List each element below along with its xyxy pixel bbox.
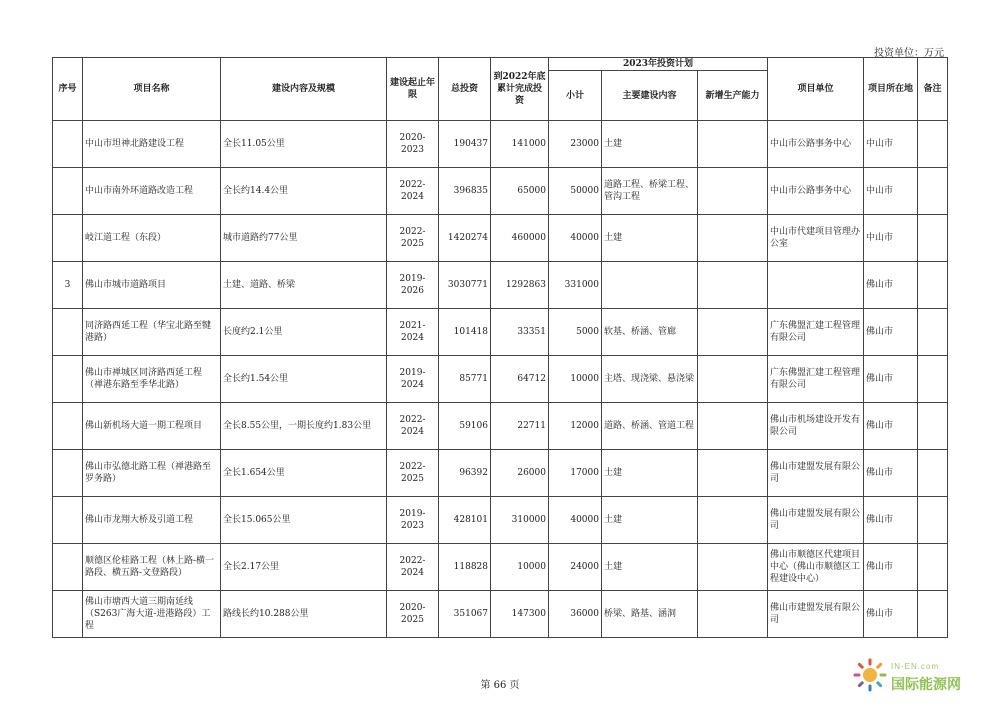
cell-main-content: 土建	[602, 544, 698, 591]
cell-main-content: 道路工程、桥梁工程、管沟工程	[602, 168, 698, 215]
cell-content: 全长11.05公里	[221, 121, 387, 168]
cell-total: 351067	[439, 591, 491, 638]
investment-table	[52, 57, 948, 638]
cell-location: 中山市	[864, 168, 918, 215]
cell-period: 2020-2023	[387, 121, 439, 168]
cell-new-capacity	[698, 544, 768, 591]
cell-location: 中山市	[864, 215, 918, 262]
cell-location: 佛山市	[864, 356, 918, 403]
cell-new-capacity	[698, 403, 768, 450]
cell-cumulative: 10000	[491, 544, 549, 591]
cell-subtotal: 36000	[549, 591, 602, 638]
cell-content: 全长2.17公里	[221, 544, 387, 591]
header-name: 项目名称	[83, 58, 221, 121]
cell-content: 土建、道路、桥梁	[221, 262, 387, 309]
cell-content: 全长1.654公里	[221, 450, 387, 497]
cell-seq	[53, 215, 83, 262]
header-seq: 序号	[53, 58, 83, 121]
cell-subtotal: 5000	[549, 309, 602, 356]
header-new-capacity: 新增生产能力	[698, 71, 768, 121]
cell-subtotal: 40000	[549, 497, 602, 544]
cell-subtotal: 331000	[549, 262, 602, 309]
cell-name: 同济路西延工程（华宝北路至犍港路）	[83, 309, 221, 356]
cell-cumulative: 1292863	[491, 262, 549, 309]
cell-cumulative: 460000	[491, 215, 549, 262]
cell-location: 中山市	[864, 121, 918, 168]
cell-subtotal: 10000	[549, 356, 602, 403]
table-row	[53, 309, 948, 356]
cell-cumulative: 64712	[491, 356, 549, 403]
cell-location: 佛山市	[864, 403, 918, 450]
cell-total: 118828	[439, 544, 491, 591]
cell-content: 长度约2.1公里	[221, 309, 387, 356]
cell-subtotal: 40000	[549, 215, 602, 262]
cell-subtotal: 12000	[549, 403, 602, 450]
cell-period: 2022-2024	[387, 544, 439, 591]
cell-name: 佛山市城市道路项目	[83, 262, 221, 309]
cell-seq	[53, 544, 83, 591]
cell-subtotal: 50000	[549, 168, 602, 215]
header-main-content: 主要建设内容	[602, 71, 698, 121]
cell-total: 96392	[439, 450, 491, 497]
header-remark: 备注	[918, 58, 948, 121]
cell-seq	[53, 309, 83, 356]
cell-remark	[918, 356, 948, 403]
header-content: 建设内容及规模	[221, 58, 387, 121]
header-owner: 项目单位	[768, 58, 864, 121]
cell-seq	[53, 497, 83, 544]
watermark-en: IN-EN.com	[891, 662, 940, 671]
cell-remark	[918, 215, 948, 262]
cell-owner: 佛山市顺德区代建项目中心（佛山市顺德区工程建设中心）	[768, 544, 864, 591]
header-location: 项目所在地	[864, 58, 918, 121]
cell-main-content: 土建	[602, 215, 698, 262]
cell-remark	[918, 403, 948, 450]
sun-logo-icon	[853, 658, 887, 692]
table-row	[53, 497, 948, 544]
cell-total: 190437	[439, 121, 491, 168]
cell-period: 2020-2025	[387, 591, 439, 638]
cell-owner: 广东佛盟汇建工程管理有限公司	[768, 356, 864, 403]
cell-new-capacity	[698, 121, 768, 168]
cell-period: 2019-2024	[387, 356, 439, 403]
cell-cumulative: 22711	[491, 403, 549, 450]
cell-location: 佛山市	[864, 450, 918, 497]
cell-main-content: 土建	[602, 121, 698, 168]
cell-new-capacity	[698, 215, 768, 262]
cell-name: 佛山新机场大道一期工程项目	[83, 403, 221, 450]
cell-cumulative: 141000	[491, 121, 549, 168]
cell-cumulative: 147300	[491, 591, 549, 638]
cell-new-capacity	[698, 309, 768, 356]
cell-period: 2022-2024	[387, 168, 439, 215]
cell-cumulative: 26000	[491, 450, 549, 497]
cell-main-content: 软基、桥涵、管廊	[602, 309, 698, 356]
cell-main-content: 桥梁、路基、涵洞	[602, 591, 698, 638]
cell-total: 1420274	[439, 215, 491, 262]
cell-cumulative: 33351	[491, 309, 549, 356]
table-row	[53, 168, 948, 215]
table-row	[53, 544, 948, 591]
cell-location: 佛山市	[864, 591, 918, 638]
cell-name: 佛山市禅城区同济路西延工程（禅港东路至季华北路）	[83, 356, 221, 403]
cell-owner: 中山市公路事务中心	[768, 121, 864, 168]
cell-remark	[918, 450, 948, 497]
cell-name: 佛山市龙翔大桥及引道工程	[83, 497, 221, 544]
page-number: 第 66 页	[480, 680, 520, 691]
cell-subtotal: 24000	[549, 544, 602, 591]
cell-total: 85771	[439, 356, 491, 403]
cell-remark	[918, 544, 948, 591]
cell-main-content: 主塔、现浇梁、悬浇梁	[602, 356, 698, 403]
header-plan-group: 2023年投资计划	[549, 58, 768, 71]
cell-content: 全长约14.4公里	[221, 168, 387, 215]
table-row	[53, 403, 948, 450]
cell-new-capacity	[698, 591, 768, 638]
cell-seq	[53, 450, 83, 497]
cell-content: 全长8.55公里，一期长度约1.83公里	[221, 403, 387, 450]
cell-total: 101418	[439, 309, 491, 356]
cell-cumulative: 310000	[491, 497, 549, 544]
cell-main-content: 土建	[602, 497, 698, 544]
cell-seq	[53, 168, 83, 215]
cell-seq	[53, 591, 83, 638]
cell-name: 岐江道工程（东段）	[83, 215, 221, 262]
cell-name: 顺德区伦桂路工程（林上路-横一路段、横五路-文登路段）	[83, 544, 221, 591]
cell-main-content	[602, 262, 698, 309]
cell-period: 2021-2024	[387, 309, 439, 356]
cell-remark	[918, 168, 948, 215]
cell-seq	[53, 356, 83, 403]
header-subtotal: 小计	[549, 71, 602, 121]
cell-period: 2019-2023	[387, 497, 439, 544]
cell-seq: 3	[53, 262, 83, 309]
cell-total: 428101	[439, 497, 491, 544]
cell-owner: 佛山市建盟发展有限公司	[768, 497, 864, 544]
cell-cumulative: 65000	[491, 168, 549, 215]
cell-owner: 佛山市建盟发展有限公司	[768, 591, 864, 638]
cell-subtotal: 17000	[549, 450, 602, 497]
cell-new-capacity	[698, 168, 768, 215]
cell-location: 佛山市	[864, 497, 918, 544]
cell-location: 佛山市	[864, 544, 918, 591]
table-row	[53, 591, 948, 638]
cell-new-capacity	[698, 497, 768, 544]
table-row	[53, 450, 948, 497]
table-row	[53, 356, 948, 403]
watermark-cn: 国际能源网	[891, 677, 961, 693]
cell-period: 2022-2025	[387, 215, 439, 262]
cell-owner: 佛山市建盟发展有限公司	[768, 450, 864, 497]
table-row	[53, 215, 948, 262]
cell-location: 佛山市	[864, 262, 918, 309]
cell-period: 2022-2024	[387, 403, 439, 450]
cell-total: 396835	[439, 168, 491, 215]
cell-location: 佛山市	[864, 309, 918, 356]
cell-content: 路线长约10.288公里	[221, 591, 387, 638]
cell-content: 全长约1.54公里	[221, 356, 387, 403]
cell-remark	[918, 591, 948, 638]
cell-new-capacity	[698, 262, 768, 309]
table-row	[53, 121, 948, 168]
cell-total: 59106	[439, 403, 491, 450]
header-total: 总投资	[439, 58, 491, 121]
cell-total: 3030771	[439, 262, 491, 309]
cell-seq	[53, 403, 83, 450]
cell-owner: 广东佛盟汇建工程管理有限公司	[768, 309, 864, 356]
cell-remark	[918, 121, 948, 168]
cell-new-capacity	[698, 450, 768, 497]
header-cumulative: 到2022年底累计完成投资	[491, 58, 549, 121]
cell-name: 佛山市弘德北路工程（禅港路至罗务路）	[83, 450, 221, 497]
watermark-logo	[845, 650, 995, 700]
cell-subtotal: 23000	[549, 121, 602, 168]
cell-seq	[53, 121, 83, 168]
cell-main-content: 道路、桥涵、管道工程	[602, 403, 698, 450]
cell-period: 2022-2025	[387, 450, 439, 497]
cell-content: 全长15.065公里	[221, 497, 387, 544]
cell-main-content: 土建	[602, 450, 698, 497]
cell-owner: 中山市公路事务中心	[768, 168, 864, 215]
table-row	[53, 262, 948, 309]
unit-label: 投资单位：万元	[874, 48, 944, 59]
cell-period: 2019-2026	[387, 262, 439, 309]
cell-owner: 中山市代建项目管理办公室	[768, 215, 864, 262]
cell-remark	[918, 309, 948, 356]
cell-name: 佛山市塘西大道三期南延线（S263广海大道-进港路段）工程	[83, 591, 221, 638]
cell-new-capacity	[698, 356, 768, 403]
header-period: 建设起止年限	[387, 58, 439, 121]
cell-content: 城市道路约77公里	[221, 215, 387, 262]
cell-remark	[918, 262, 948, 309]
cell-owner: 佛山市机场建设开发有限公司	[768, 403, 864, 450]
cell-name: 中山市坦神北路建设工程	[83, 121, 221, 168]
cell-remark	[918, 497, 948, 544]
cell-owner	[768, 262, 864, 309]
cell-name: 中山市南外环道路改造工程	[83, 168, 221, 215]
